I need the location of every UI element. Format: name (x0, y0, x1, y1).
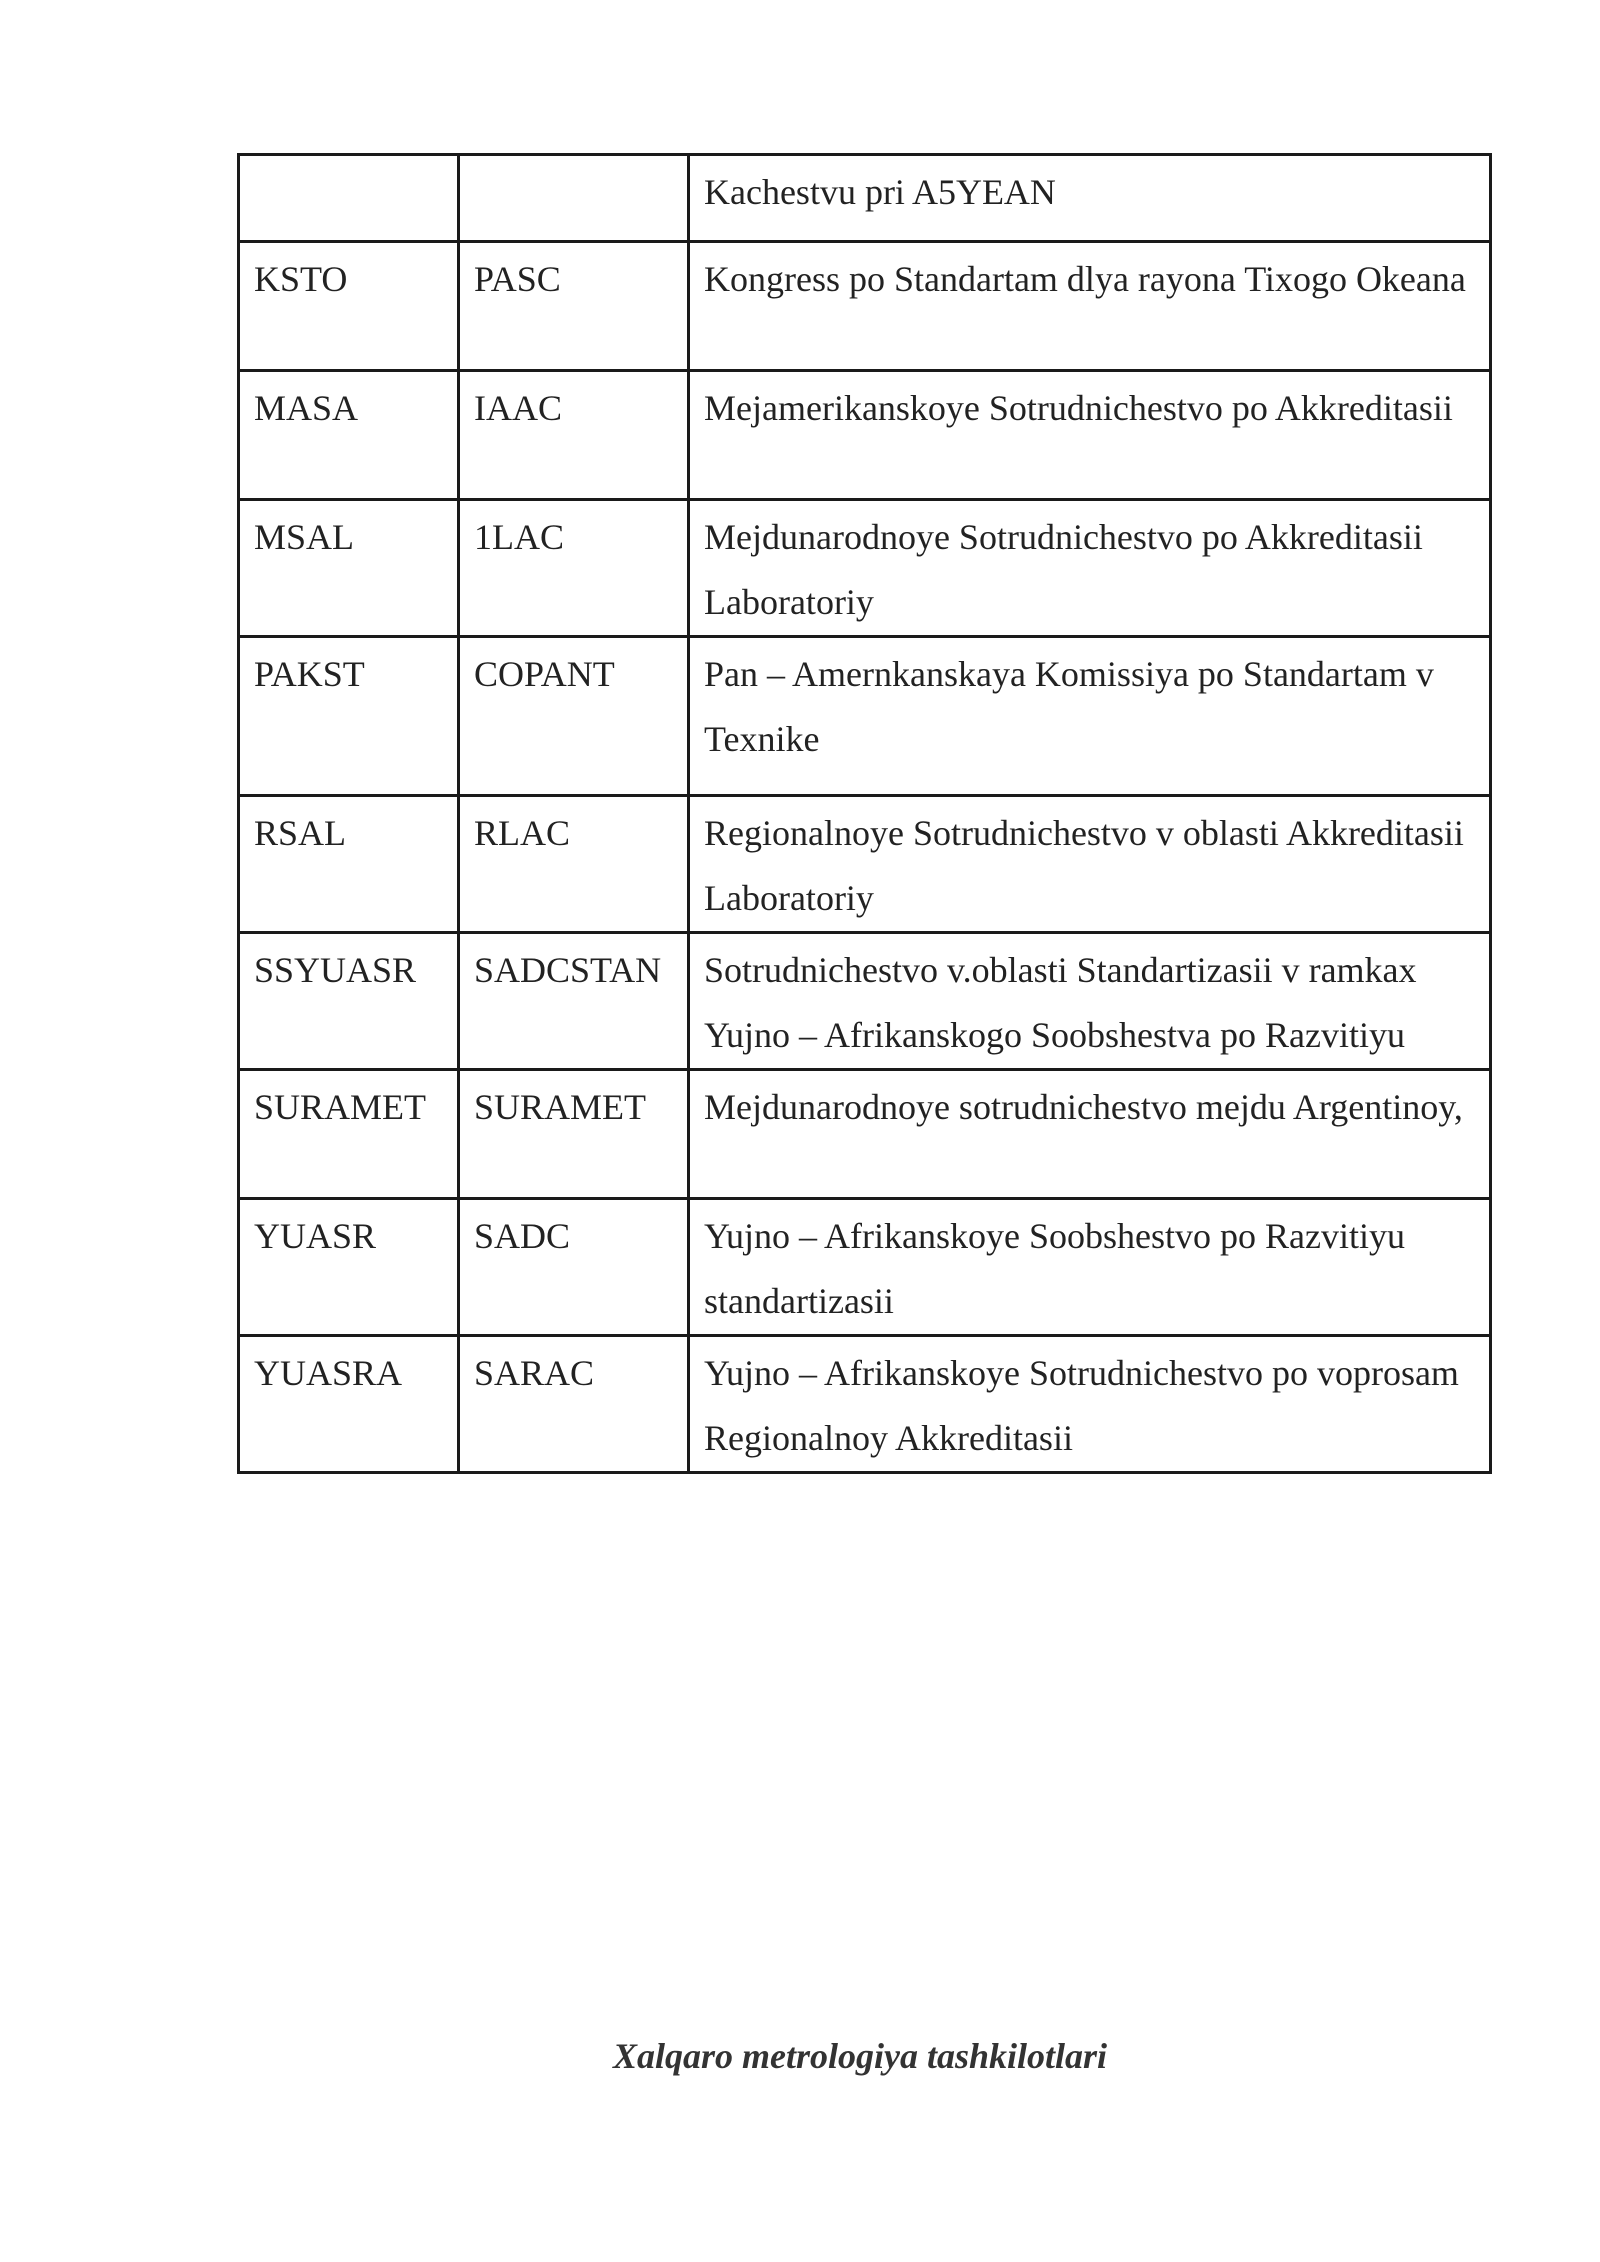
table-row (239, 1070, 1491, 1199)
full-name-cell: Kachestvu pri A5YEAN (689, 155, 1491, 242)
abbr-intl-cell: SARAC (459, 1336, 689, 1473)
table-row (239, 1336, 1491, 1473)
full-name-cell: Yujno – Afrikanskoye Sotrudnichestvo po voprosam Regionalnoy Akkreditasii (689, 1336, 1491, 1473)
table-row (239, 500, 1491, 637)
section-heading: Xalqaro metrologiya tashkilotlari (612, 2036, 1108, 2076)
abbr-intl-cell: 1LAC (459, 500, 689, 637)
abbr-local-cell: RSAL (239, 796, 459, 933)
table-row (239, 242, 1491, 371)
abbr-intl-cell: PASC (459, 242, 689, 371)
full-name-cell: Pan – Amernkanskaya Komissiya po Standartam v Texnike (689, 637, 1491, 796)
abbr-intl-cell (459, 155, 689, 242)
full-name-cell: Sotrudnichestvo v.oblasti Standartizasii v ramkax Yujno – Afrikanskogo Soobshestva po Razvitiyu (689, 933, 1491, 1070)
abbr-local-cell: MASA (239, 371, 459, 500)
full-name-cell: Mejdunarodnoye sotrudnichestvo mejdu Argentinoy, (689, 1070, 1491, 1199)
full-name-cell: Mejamerikanskoye Sotrudnichestvo po Akkreditasii (689, 371, 1491, 500)
full-name-cell: Yujno – Afrikanskoye Soobshestvo po Razvitiyu standartizasii (689, 1199, 1491, 1336)
table-row (239, 1199, 1491, 1336)
table-row (239, 371, 1491, 500)
abbr-local-cell: PAKST (239, 637, 459, 796)
table-row (239, 796, 1491, 933)
abbr-intl-cell: SURAMET (459, 1070, 689, 1199)
abbr-local-cell: SSYUASR (239, 933, 459, 1070)
abbr-local-cell: YUASR (239, 1199, 459, 1336)
abbr-local-cell: YUASRA (239, 1336, 459, 1473)
abbr-intl-cell: IAAC (459, 371, 689, 500)
organizations-table (237, 153, 1492, 1474)
abbr-local-cell: KSTO (239, 242, 459, 371)
full-name-cell: Mejdunarodnoye Sotrudnichestvo po Akkreditasii Laboratoriy (689, 500, 1491, 637)
table-row (239, 933, 1491, 1070)
full-name-cell: Regionalnoye Sotrudnichestvo v oblasti Akkreditasii Laboratoriy (689, 796, 1491, 933)
abbr-intl-cell: RLAC (459, 796, 689, 933)
table-row (239, 637, 1491, 796)
abbr-intl-cell: COPANT (459, 637, 689, 796)
abbr-intl-cell: SADC (459, 1199, 689, 1336)
abbr-intl-cell: SADCSTAN (459, 933, 689, 1070)
abbr-local-cell (239, 155, 459, 242)
full-name-cell: Kongress po Standartam dlya rayona Tixogo Okeana (689, 242, 1491, 371)
table-row (239, 155, 1491, 242)
abbr-local-cell: MSAL (239, 500, 459, 637)
abbr-local-cell: SURAMET (239, 1070, 459, 1199)
